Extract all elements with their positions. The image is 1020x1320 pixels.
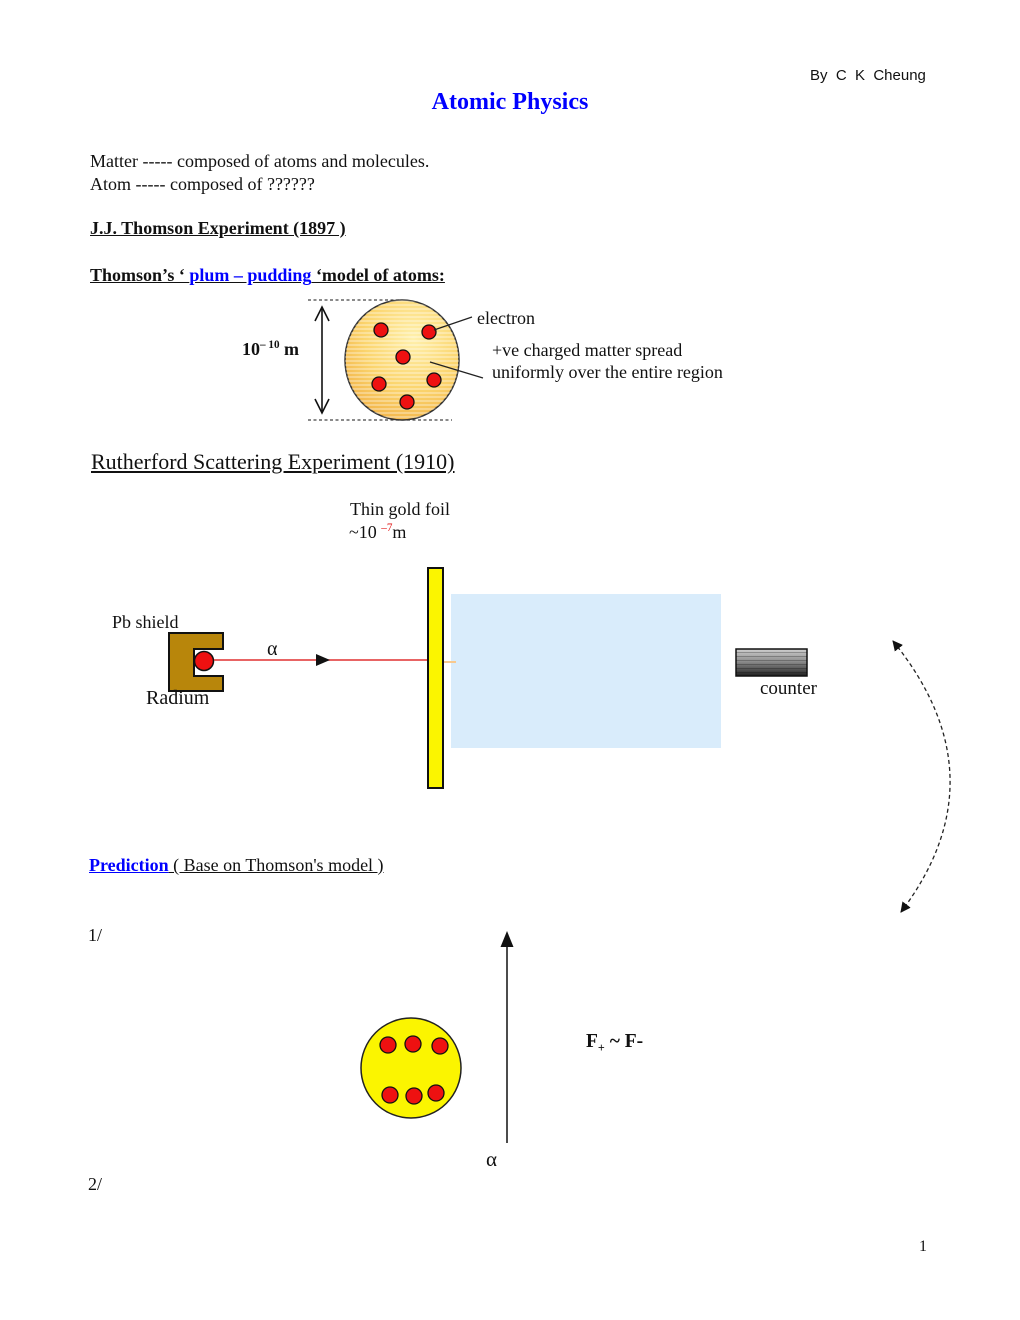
thomson-model-heading [90,265,445,286]
scale-unit: m [279,339,300,359]
alpha-beam-label: α [267,638,278,660]
electron-dot [422,325,436,339]
pb-shield-label: Pb shield [112,612,179,632]
page-number: 1 [919,1238,927,1255]
electron-dot [396,350,410,364]
scale-exponent: – 10 [260,339,280,351]
author-byline: By C K Cheung [810,67,926,84]
counter-sweep-arc-arrow [893,641,950,912]
electron-dot [405,1036,421,1052]
matter-label-line-1: +ve charged matter spread [492,340,683,360]
electron-dot [428,1085,444,1101]
electron-dot [432,1038,448,1054]
prediction-heading-rest: ( Base on Thomson's model ) [168,855,384,875]
foil-label-line-2 [349,522,406,543]
intro-line-1: Matter ----- composed of atoms and molecules. [90,151,430,171]
force-rest: ~ F- [604,1031,644,1052]
intro-line-2: Atom ----- composed of ?????? [90,174,315,194]
foil-scale-unit: m [392,522,407,542]
thomson-model-suffix: ‘model of atoms: [311,265,445,285]
radium-source-dot [195,652,214,671]
radium-label: Radium [146,687,210,709]
atom-scale-label [242,339,299,360]
page-title: Atomic Physics [431,89,589,115]
thomson-heading: J.J. Thomson Experiment (1897 ) [90,218,346,238]
electron-dot [374,323,388,337]
force-f-plus: F [586,1031,598,1052]
electron-dot [380,1037,396,1053]
electron-label: electron [477,308,535,328]
plum-pudding-link[interactable]: plum – pudding [189,265,312,285]
prediction-item-1: 1/ [88,925,103,945]
electron-dot [400,395,414,409]
electron-dot [406,1088,422,1104]
foil-scale-base: ~10 [349,522,382,542]
foil-scale-exponent: –7 [381,522,393,534]
rutherford-heading: Rutherford Scattering Experiment (1910) [91,449,455,474]
foil-label-line-1: Thin gold foil [350,499,450,519]
matter-label-line-2: uniformly over the entire region [492,362,723,382]
electron-dot [382,1087,398,1103]
counter-label: counter [760,678,817,699]
prediction-heading [89,855,384,876]
gold-foil [428,568,443,788]
prediction-link[interactable]: Prediction [89,855,169,875]
force-plus-subscript: + [597,1040,605,1055]
alpha-path-arrowhead-icon [501,931,514,947]
prediction-item-2: 2/ [88,1174,103,1194]
electron-dot [427,373,441,387]
counter-device-stripes [736,649,807,676]
alpha-beam-arrowhead-icon [316,654,330,666]
force-balance-label [586,1031,643,1056]
alpha-path-label: α [486,1147,498,1171]
electron-dot [372,377,386,391]
scale-base: 10 [242,339,260,359]
thomson-model-prefix: Thomson’s ‘ [90,265,190,285]
scattering-chamber [451,594,721,748]
